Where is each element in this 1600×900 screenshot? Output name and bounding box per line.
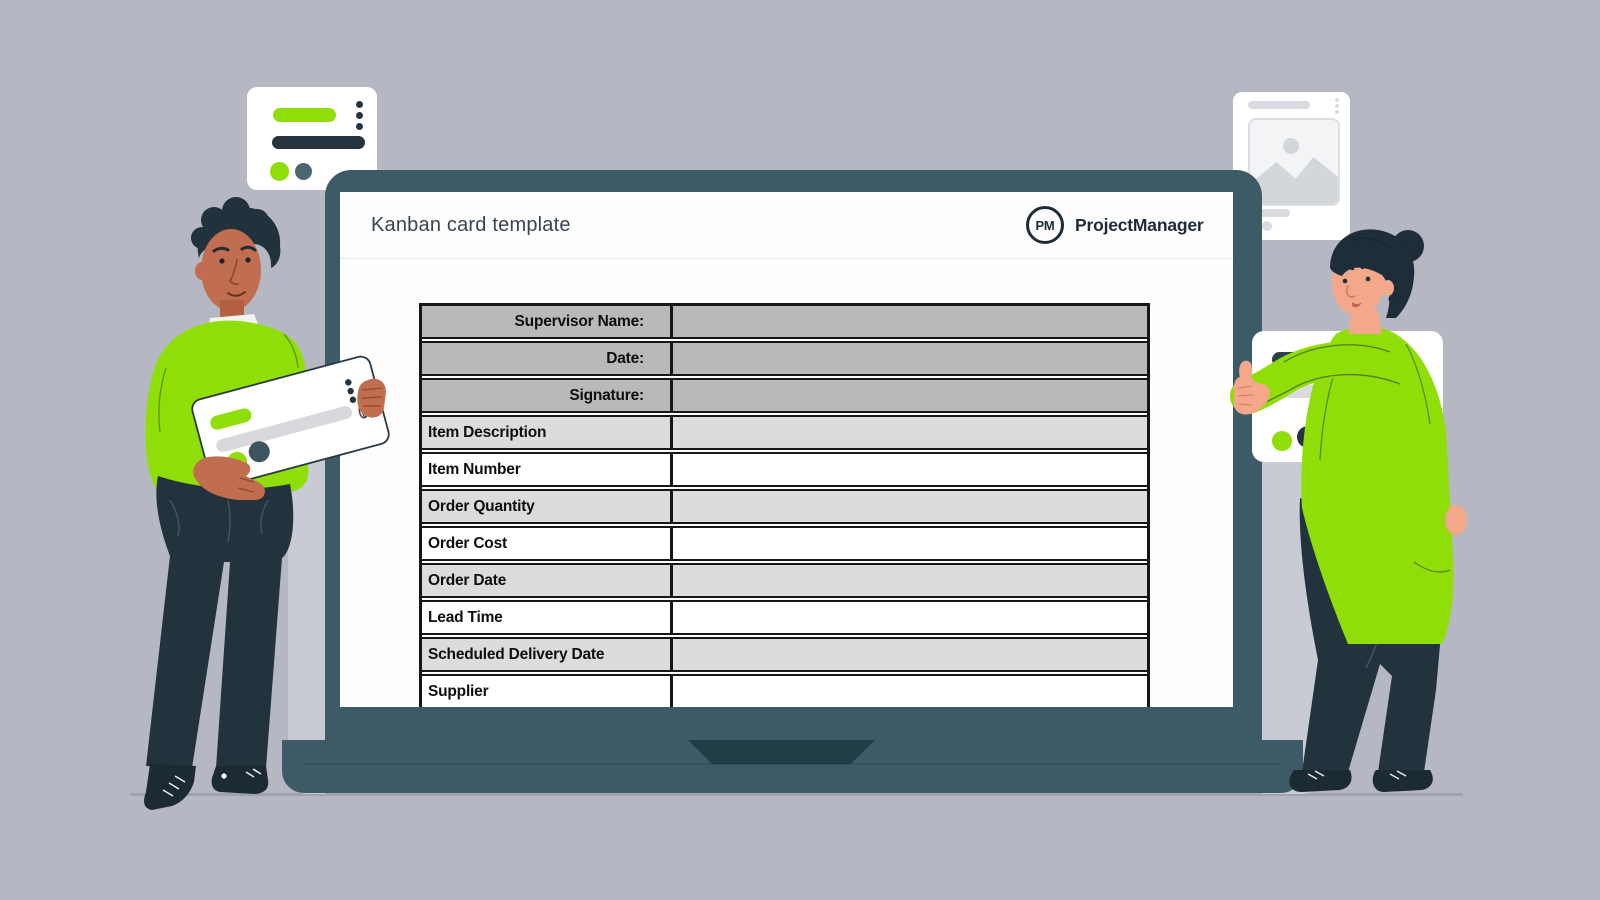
row-label: Item Description bbox=[422, 417, 673, 448]
header-divider bbox=[340, 258, 1233, 259]
person-right-woman bbox=[1180, 225, 1480, 810]
row-label: Supplier bbox=[422, 676, 673, 707]
card-teal-dot bbox=[295, 163, 312, 180]
row-value-field[interactable] bbox=[673, 454, 1147, 485]
table-row bbox=[422, 559, 1147, 596]
row-value-field[interactable] bbox=[673, 676, 1147, 707]
row-value-field[interactable] bbox=[673, 491, 1147, 522]
table-row bbox=[422, 670, 1147, 707]
card-gray-bar bbox=[1248, 101, 1310, 109]
row-label: Order Date bbox=[422, 565, 673, 596]
row-value-field[interactable] bbox=[673, 306, 1147, 337]
row-label: Item Number bbox=[422, 454, 673, 485]
woman-shoes bbox=[1289, 770, 1432, 792]
row-label: Order Cost bbox=[422, 528, 673, 559]
earring bbox=[1389, 295, 1398, 304]
row-label: Signature: bbox=[422, 380, 673, 411]
man-pants bbox=[146, 476, 293, 768]
table-row bbox=[422, 522, 1147, 559]
woman-ear bbox=[1382, 280, 1394, 296]
table-row bbox=[422, 485, 1147, 522]
laptop-base-seam bbox=[304, 763, 1281, 765]
table-row bbox=[422, 596, 1147, 633]
woman-hip-hand bbox=[1445, 505, 1467, 535]
woman-head bbox=[1330, 229, 1424, 334]
table-row bbox=[422, 411, 1147, 448]
row-label: Date: bbox=[422, 343, 673, 374]
kanban-card-table bbox=[419, 303, 1150, 707]
table-row bbox=[422, 448, 1147, 485]
pm-logo-icon: PM bbox=[1026, 206, 1064, 244]
screen-content bbox=[340, 192, 1233, 707]
card-green-bar bbox=[273, 108, 336, 122]
row-value-field[interactable] bbox=[673, 417, 1147, 448]
row-label: Lead Time bbox=[422, 602, 673, 633]
table-row bbox=[422, 633, 1147, 670]
row-value-field[interactable] bbox=[673, 380, 1147, 411]
row-value-field[interactable] bbox=[673, 565, 1147, 596]
laptop-screen bbox=[325, 170, 1262, 740]
table-row bbox=[422, 337, 1147, 374]
brand-logo bbox=[1026, 206, 1204, 244]
laptop-hinge-notch bbox=[688, 740, 875, 764]
row-value-field[interactable] bbox=[673, 343, 1147, 374]
brand-name: ProjectManager bbox=[1075, 214, 1204, 235]
row-label: Scheduled Delivery Date bbox=[422, 639, 673, 670]
card-navy-bar bbox=[272, 136, 365, 149]
row-value-field[interactable] bbox=[673, 602, 1147, 633]
row-label: Supervisor Name: bbox=[422, 306, 673, 337]
page-title: Kanban card template bbox=[371, 214, 571, 236]
row-value-field[interactable] bbox=[673, 639, 1147, 670]
table-row bbox=[422, 374, 1147, 411]
person-left-man bbox=[100, 190, 400, 815]
card-green-dot bbox=[270, 162, 289, 181]
row-label: Order Quantity bbox=[422, 491, 673, 522]
row-value-field[interactable] bbox=[673, 528, 1147, 559]
table-row bbox=[422, 306, 1147, 337]
laptop-base bbox=[282, 740, 1303, 793]
man-shoes bbox=[144, 764, 268, 810]
